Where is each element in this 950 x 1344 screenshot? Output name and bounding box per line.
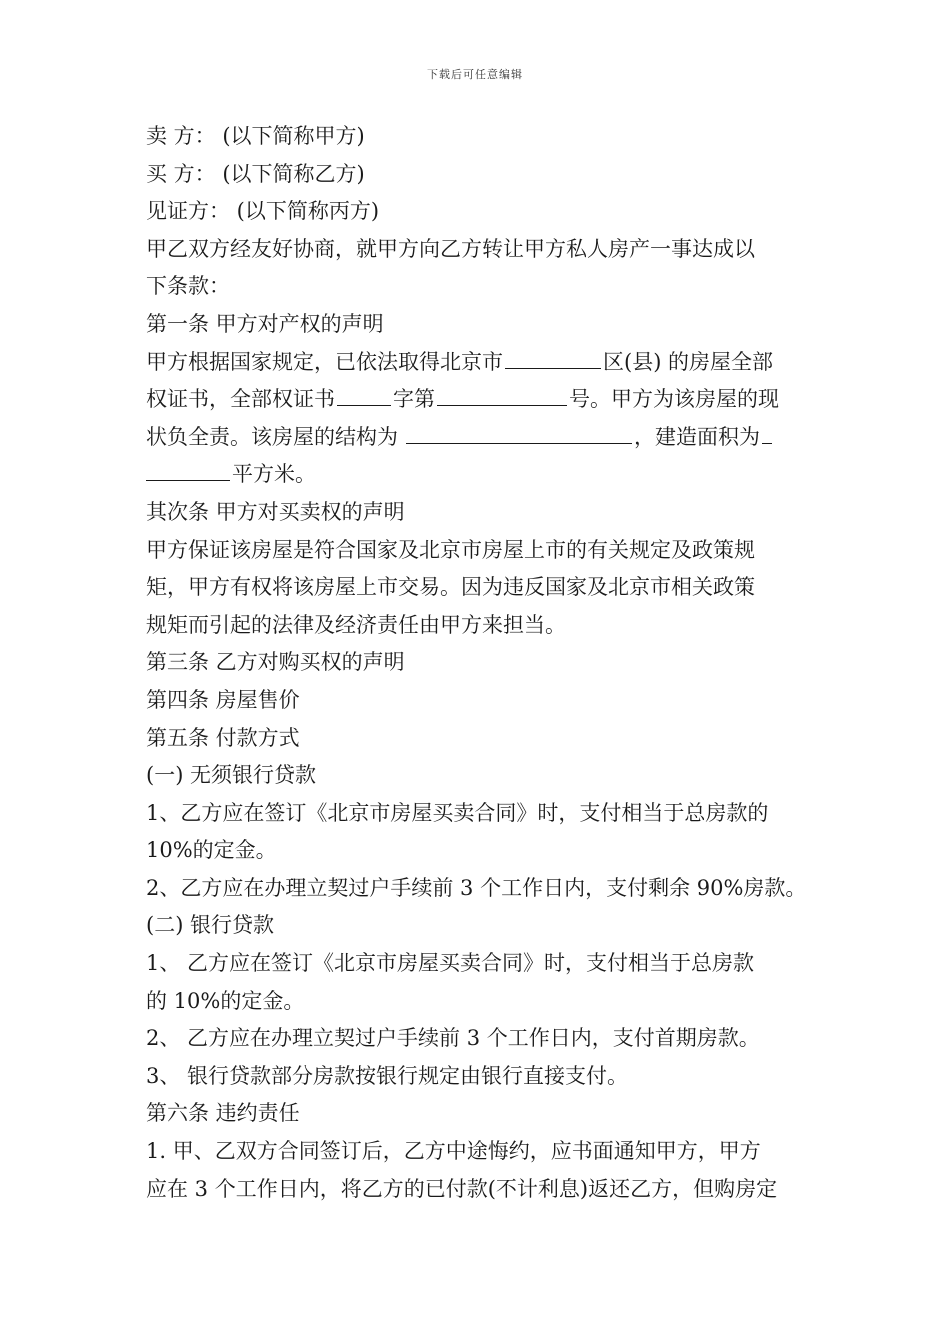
article-2-line-1: 甲方保证该房屋是符合国家及北京市房屋上市的有关规定及政策规: [146, 537, 755, 562]
intro-line-1: 甲乙双方经友好协商，就甲方向乙方转让甲方私人房产一事达成以: [146, 236, 755, 261]
article-2-title: 其次条 甲方对买卖权的声明: [146, 499, 405, 524]
article-1-text: 权证书，全部权证书: [146, 387, 335, 412]
article-1-text: 状负全责。该房屋的结构为: [146, 424, 398, 449]
article-1-line-1: [146, 344, 810, 382]
article-5-section-2: (二) 银行贷款: [146, 913, 275, 938]
article-5-section-1-item-1: 1、乙方应在签订《北京市房屋买卖合同》时，支付相当于总房款的: [146, 800, 769, 825]
article-5-section-1-item-2: 2、乙方应在办理立契过户手续前 3 个工作日内，支付剩余 90%房款。: [146, 875, 807, 900]
area-blank: [146, 458, 230, 481]
structure-blank: [406, 421, 632, 444]
contract-body: [146, 118, 810, 1208]
header-note: 下载后可任意编辑: [427, 68, 523, 81]
article-1-line-3: [146, 419, 810, 457]
article-5-section-2-item-1: 1、 乙方应在签订《北京市房屋买卖合同》时，支付相当于总房款: [146, 951, 755, 976]
article-5-section-2-item-2: 2、 乙方应在办理立契过户手续前 3 个工作日内，支付首期房款。: [146, 1026, 760, 1051]
district-blank: [505, 346, 601, 369]
article-5-title: 第五条 付款方式: [146, 725, 300, 750]
article-6-line-2: 应在 3 个工作日内，将乙方的已付款(不计利息)返还乙方，但购房定: [146, 1176, 778, 1201]
article-3-title: 第三条 乙方对购买权的声明: [146, 650, 405, 675]
article-5-section-1-item-1-cont: 10%的定金。: [146, 838, 277, 863]
article-1-text: ，建造面积为: [634, 424, 760, 449]
article-4-title: 第四条 房屋售价: [146, 687, 300, 712]
article-5-section-2-item-1-cont: 的 10%的定金。: [146, 988, 305, 1013]
intro-line-2: 下条款：: [146, 274, 230, 299]
article-1-text: 平方米。: [232, 462, 316, 487]
article-1-text: 字第: [393, 387, 435, 412]
article-1-title: 第一条 甲方对产权的声明: [146, 311, 384, 336]
article-5-section-2-item-3: 3、 银行贷款部分房款按银行规定由银行直接支付。: [146, 1063, 629, 1088]
article-2-line-2: 矩，甲方有权将该房屋上市交易。因为违反国家及北京市相关政策: [146, 575, 755, 600]
article-1-line-2: [146, 381, 810, 419]
article-1-line-4: [146, 456, 810, 494]
article-1-text: 号。甲方为该房屋的现: [569, 387, 779, 412]
area-blank-start: [762, 421, 772, 444]
article-6-line-1: 1. 甲、乙双方合同签订后，乙方中途悔约，应书面通知甲方，甲方: [146, 1139, 761, 1164]
article-6-title: 第六条 违约责任: [146, 1101, 300, 1126]
article-5-section-1: (一) 无须银行贷款: [146, 763, 317, 788]
article-2-line-3: 规矩而引起的法律及经济责任由甲方来担当。: [146, 612, 566, 637]
certificate-number-blank: [437, 383, 567, 406]
witness-line: 见证方： (以下简称丙方): [146, 199, 380, 224]
buyer-line: 买 方： (以下简称乙方): [146, 161, 365, 186]
article-1-text: 甲方根据国家规定，已依法取得北京市: [146, 349, 503, 374]
certificate-prefix-blank: [337, 383, 391, 406]
seller-line: 卖 方： (以下简称甲方): [146, 124, 365, 148]
article-1-text: 区(县) 的房屋全部: [603, 349, 774, 374]
